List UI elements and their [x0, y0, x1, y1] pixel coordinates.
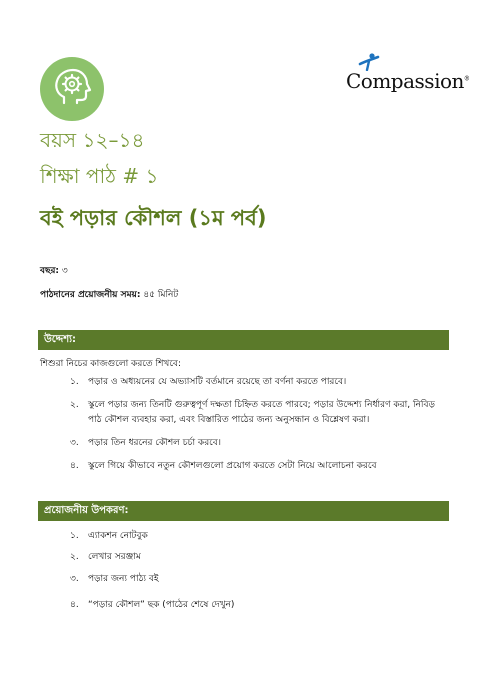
objective-item-1: [70, 375, 445, 390]
material-item-2: [70, 550, 445, 565]
item-number: ৩.: [70, 574, 79, 584]
item-text: স্কুলে গিয়ে কীভাবে নতুন কৌশলগুলো প্রয়োগ করতে সেটা নিয়ে আলোচনা করবে: [88, 461, 377, 471]
item-number: ৪.: [70, 461, 79, 471]
year-value: ৩: [61, 266, 68, 276]
item-text: পড়ার তিন ধরনের কৌশল চর্চা করবে।: [88, 438, 222, 448]
material-item-4: [70, 598, 445, 613]
objective-item-2: [70, 398, 445, 428]
lesson-title: বই পড়ার কৌশল (১ম পর্ব): [40, 206, 267, 230]
logo-wordmark: Compassion®: [346, 69, 470, 93]
objective-item-4: [70, 459, 445, 474]
item-number: ১.: [70, 377, 79, 387]
time-label: পাঠদানের প্রয়োজনীয় সময়:: [40, 290, 141, 300]
item-text: “পড়ার কৌশল” ছক (পাঠের শেষে দেখুন): [88, 600, 235, 610]
item-text: স্কুলে পড়ার জন্য তিনটি গুরুত্বপূর্ণ দক্ষতা চিহ্নিত করতে পারবে; পড়ার উদ্দেশ্য নির্ধারণ করা, নিবিড় পাঠ কৌশল ব্যবহার করা, এবং বিস্তারিত পাঠের জন্য অনুসন্ধান ও বিশ্লেষণ করা।: [88, 400, 435, 425]
material-item-3: [70, 572, 445, 587]
objectives-intro: শিশুরা নিচের কাজগুলো করতে শিখবে:: [40, 359, 181, 369]
item-number: ২.: [70, 552, 79, 562]
year-label: বছর:: [40, 266, 60, 276]
item-number: ১.: [70, 531, 79, 541]
item-number: ৩.: [70, 438, 79, 448]
material-item-1: [70, 529, 445, 544]
objective-item-3: [70, 436, 445, 451]
materials-heading: প্রয়োজনীয় উপকরণ:: [38, 501, 449, 521]
item-text: লেখার সরঞ্জাম: [88, 552, 141, 562]
age-badge: [40, 57, 104, 121]
time-value: ৪৫ মিনিট: [143, 290, 179, 300]
item-text: এ্যাকশন নোটবুক: [88, 531, 148, 541]
item-number: ২.: [70, 400, 79, 410]
item-text: পড়ার জন্য পাঠ্য বই: [88, 574, 159, 584]
age-range: বয়স ১২–১৪: [40, 128, 145, 152]
compassion-logo: [346, 55, 470, 95]
lesson-number: শিক্ষা পাঠ # ১: [40, 164, 159, 188]
year-line: [40, 263, 68, 278]
item-text: পড়ার ও অধ্যয়নের যে অভ্যাসটি বর্তমানে রয়েছে তা বর্ণনা করতে পারবে।: [88, 377, 347, 387]
head-gear-icon: [40, 57, 104, 121]
time-line: [40, 287, 178, 302]
item-number: ৪.: [70, 600, 79, 610]
objectives-heading: উদ্দেশ্য:: [38, 330, 449, 350]
